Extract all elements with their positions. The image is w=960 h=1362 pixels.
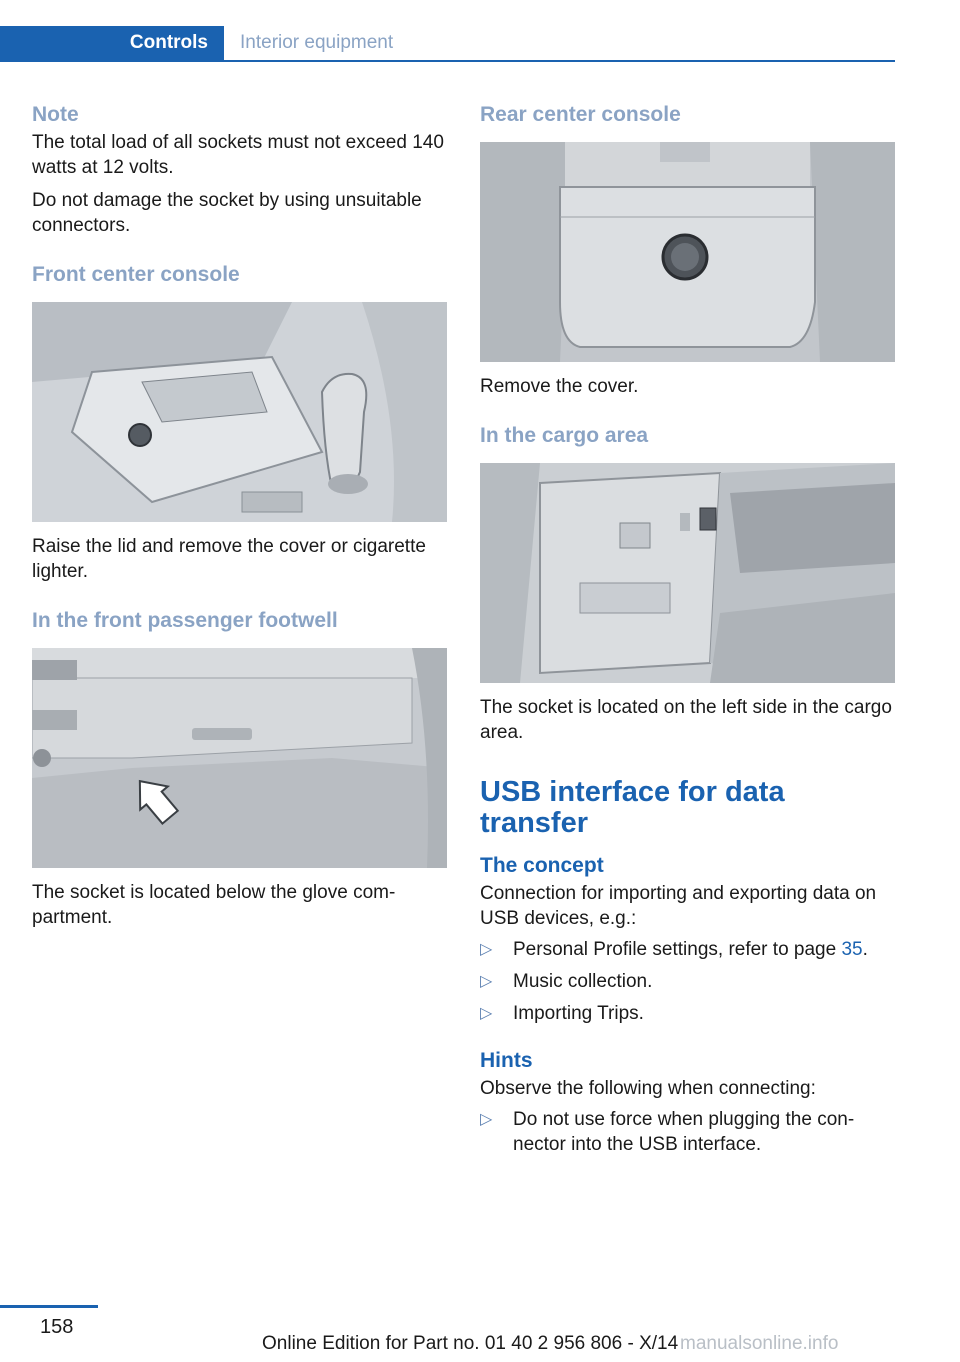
rear-console-text: Remove the cover. (480, 376, 639, 397)
list-item (480, 937, 896, 962)
triangle-bullet-icon: ▷ (480, 1111, 493, 1128)
footer-rule (0, 1305, 98, 1308)
cargo-text: The socket is located on the left side in the cargo area. (480, 697, 892, 743)
left-column (32, 100, 448, 930)
list-item-text: Music collection. (513, 971, 653, 992)
page-number: 158 (40, 1316, 74, 1338)
cargo-heading: In the cargo area (480, 424, 649, 447)
edition-text: Online Edition for Part no. 01 40 2 956 806 - X/14 (262, 1333, 679, 1354)
tab-controls[interactable]: Controls (0, 26, 224, 60)
rear-console-figure (480, 142, 895, 362)
rear-console-heading: Rear center console (480, 103, 681, 126)
list-item-text: Importing Trips. (513, 1003, 644, 1024)
footwell-text: The socket is located below the glove com‐ partment. (32, 882, 396, 928)
concept-list (480, 937, 896, 1026)
header-rule (0, 60, 895, 62)
concept-text: Connection for importing and exporting data on USB devices, e.g.: (480, 883, 877, 929)
watermark: manualsonline.info (680, 1333, 839, 1354)
footwell-heading: In the front passenger footwell (32, 609, 338, 632)
header-tab-bar (0, 26, 895, 62)
triangle-bullet-icon: ▷ (480, 973, 493, 990)
footwell-figure (32, 648, 447, 868)
hints-heading: Hints (480, 1049, 533, 1072)
hints-list (480, 1107, 896, 1157)
list-item-suffix: . (862, 939, 868, 960)
note-paragraph-2: Do not damage the socket by using unsuitable connectors. (32, 190, 422, 236)
triangle-bullet-icon: ▷ (480, 1005, 493, 1022)
usb-heading: USB interface for data transfer (480, 776, 785, 839)
list-item (480, 1001, 896, 1026)
page-link[interactable]: 35 (841, 939, 863, 960)
list-item (480, 1107, 896, 1157)
list-item (480, 969, 896, 994)
triangle-bullet-icon: ▷ (480, 941, 493, 958)
cargo-figure (480, 463, 895, 683)
right-column (480, 100, 896, 1157)
front-console-heading: Front center console (32, 263, 240, 286)
note-heading: Note (32, 103, 79, 126)
concept-heading: The concept (480, 854, 604, 877)
note-paragraph-1: The total load of all sockets must not exceed 140 watts at 12 volts. (32, 132, 444, 178)
front-console-text: Raise the lid and remove the cover or cigarette lighter. (32, 536, 426, 582)
list-item-text: Do not use force when plugging the con‐ nector into the USB interface. (513, 1109, 855, 1155)
tab-interior-equipment[interactable]: Interior equipment (240, 32, 394, 53)
front-console-figure (32, 302, 447, 522)
hints-text: Observe the following when connecting: (480, 1078, 816, 1099)
list-item-text: Personal Profile settings, refer to page (513, 939, 842, 960)
